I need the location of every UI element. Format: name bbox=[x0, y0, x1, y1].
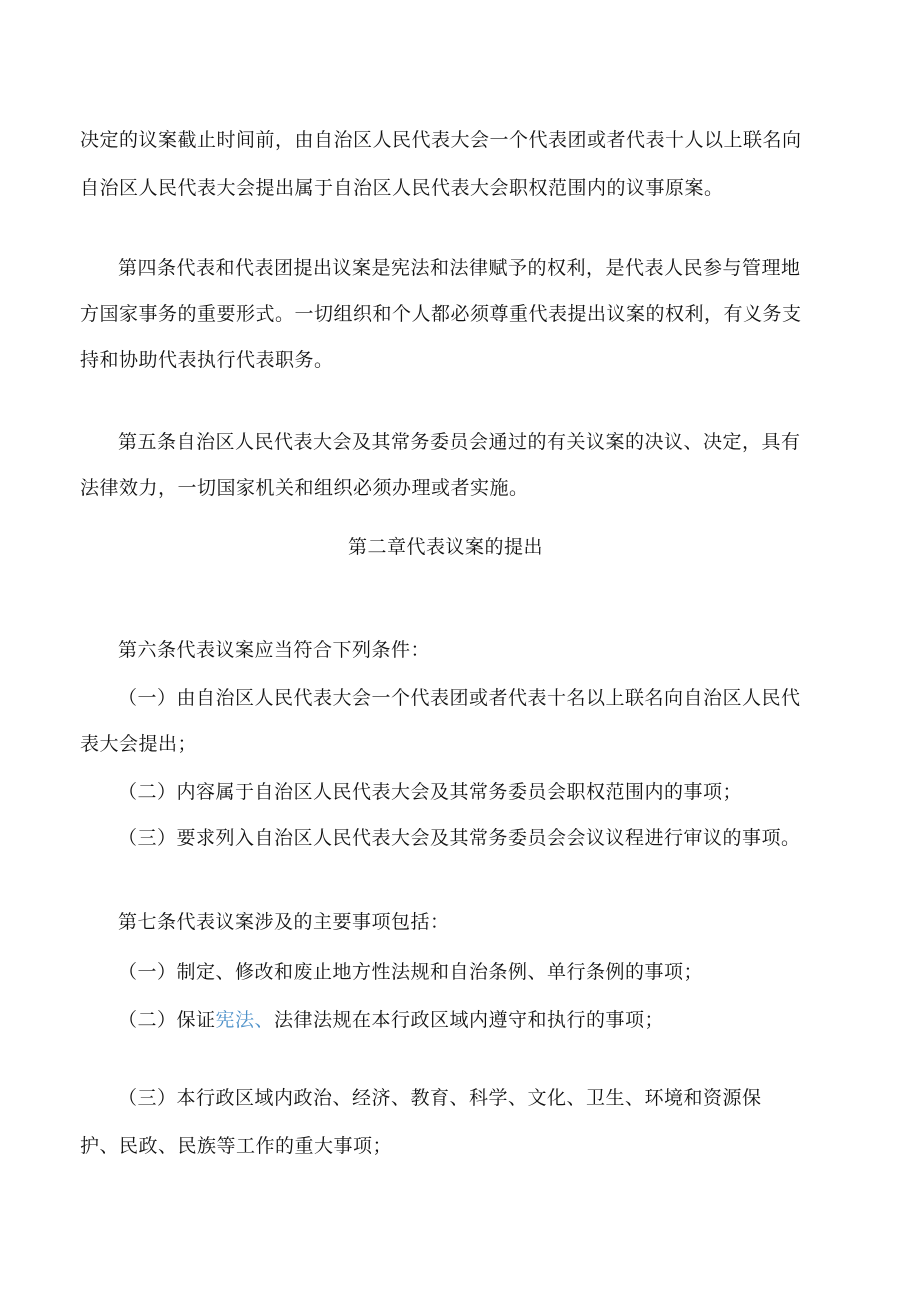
paragraph-line: 自治区人民代表大会提出属于自治区人民代表大会职权范围内的议事原案。 bbox=[80, 177, 724, 199]
condition-1-line: （一）由自治区人民代表大会一个代表团或者代表十名以上联名向自治区人民代 bbox=[118, 687, 801, 709]
item-3-line: （三）本行政区域内政治、经济、教育、科学、文化、卫生、环境和资源保 bbox=[118, 1087, 762, 1109]
item-2-prefix: （二）保证 bbox=[118, 1009, 216, 1031]
condition-1-line: 表大会提出； bbox=[80, 733, 198, 755]
chapter-title: 第二章代表议案的提出 bbox=[348, 536, 544, 558]
article-6-line: 第六条代表议案应当符合下列条件： bbox=[118, 639, 431, 661]
paragraph-line: 决定的议案截止时间前，由自治区人民代表大会一个代表团或者代表十人以上联名向 bbox=[80, 129, 802, 151]
article-4-line: 持和协助代表执行代表职务。 bbox=[80, 349, 334, 371]
condition-2-line: （二）内容属于自治区人民代表大会及其常务委员会职权范围内的事项； bbox=[118, 781, 743, 803]
article-5-line: 法律效力，一切国家机关和组织必须办理或者实施。 bbox=[80, 477, 529, 499]
constitution-link[interactable]: 宪法、 bbox=[215, 1009, 275, 1031]
item-1-line: （一）制定、修改和废止地方性法规和自治条例、单行条例的事项； bbox=[118, 961, 704, 983]
condition-3-line: （三）要求列入自治区人民代表大会及其常务委员会会议议程进行审议的事项。 bbox=[118, 827, 801, 849]
article-5-line: 第五条自治区人民代表大会及其常务委员会通过的有关议案的决议、决定，具有 bbox=[118, 431, 801, 453]
article-4-line: 第四条代表和代表团提出议案是宪法和法律赋予的权利，是代表人民参与管理地 bbox=[118, 257, 801, 279]
item-2-suffix: 法律法规在本行政区域内遵守和执行的事项； bbox=[274, 1009, 665, 1031]
article-4-line: 方国家事务的重要形式。一切组织和个人都必须尊重代表提出议案的权利，有义务支 bbox=[80, 303, 802, 325]
item-3-line: 护、民政、民族等工作的重大事项； bbox=[80, 1135, 393, 1157]
article-7-line: 第七条代表议案涉及的主要事项包括： bbox=[118, 911, 450, 933]
item-2-line bbox=[118, 1008, 664, 1032]
